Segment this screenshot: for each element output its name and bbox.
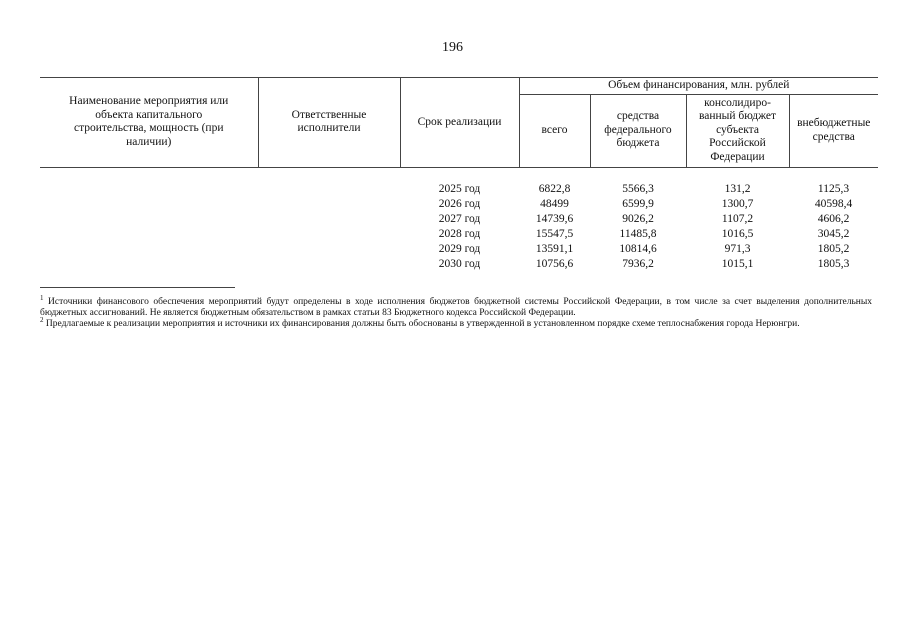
header-executors: Ответственные исполнители [258, 78, 400, 168]
footnote-mark: 1 [40, 293, 44, 302]
cell-consolidated: 1107,2 [721, 212, 754, 225]
header-consolidated: консолидиро-ванный бюджет субъекта Российской Федерации [686, 94, 789, 167]
cell-consolidated: 1300,7 [721, 197, 754, 210]
header-name: Наименование мероприятия или объекта капитального строительства, мощность (при наличии) [40, 78, 258, 168]
footnotes [40, 293, 872, 330]
cell-federal: 6599,9 [622, 197, 654, 210]
header-federal: средства федерального бюджета [590, 94, 686, 167]
cell-extrabudgetary: 4606,2 [817, 212, 850, 225]
cell-year: 2025 год [438, 182, 481, 195]
cell-federal: 5566,3 [622, 182, 654, 195]
footnote-text: Предлагаемые к реализации мероприятия и источники их финансирования должны быть обоснованы в утвержденной в установленном порядке схеме теплоснабжения города Нерюнгри. [45, 319, 800, 329]
header-funding-group: Объем финансирования, млн. рублей [519, 78, 878, 95]
cell-extrabudgetary: 1805,3 [817, 257, 850, 270]
cell-federal: 7936,2 [622, 257, 654, 270]
header-period: Срок реализации [400, 78, 519, 168]
table-row [40, 182, 878, 197]
financing-table [40, 77, 878, 272]
cell-extrabudgetary: 1125,3 [817, 182, 850, 195]
cell-extrabudgetary: 40598,4 [814, 197, 853, 210]
cell-federal: 11485,8 [619, 227, 657, 240]
cell-year: 2030 год [438, 257, 481, 270]
footnote-mark: 2 [40, 315, 44, 324]
page-number: 196 [442, 40, 463, 55]
cell-year: 2028 год [438, 227, 481, 240]
table-row [40, 242, 878, 257]
table-header [40, 78, 878, 168]
table-row [40, 212, 878, 227]
cell-consolidated: 971,3 [724, 242, 751, 255]
footnote-1 [40, 293, 872, 319]
cell-consolidated: 131,2 [724, 182, 751, 195]
table-row [40, 257, 878, 272]
header-extrabudgetary: внебюджетные средства [789, 94, 878, 167]
cell-consolidated: 1016,5 [721, 227, 754, 240]
cell-federal: 10814,6 [619, 242, 657, 255]
cell-year: 2026 год [438, 197, 481, 210]
cell-year: 2027 год [438, 212, 481, 225]
table-row [40, 227, 878, 242]
cell-total: 6822,8 [538, 182, 571, 195]
cell-total: 48499 [540, 197, 569, 210]
table-body [40, 167, 878, 272]
footnote-2 [40, 315, 872, 330]
cell-total: 10756,6 [535, 257, 574, 270]
cell-consolidated: 1015,1 [721, 257, 754, 270]
cell-total: 14739,6 [535, 212, 574, 225]
table-row [40, 197, 878, 212]
cell-total: 15547,5 [535, 227, 574, 240]
cell-year: 2029 год [438, 242, 481, 255]
footnote-text: Источники финансового обеспечения мероприятий будут определены в ходе исполнения бюджетов бюджетной системы Российской Федерации, в том числе за счет выделения дополнительных бюджетных ассигнований. Не является бюджетным обязательством в рамках статьи 83 Бюджетного кодекса Российской Федерации. [40, 297, 872, 318]
footnote-divider [40, 287, 235, 288]
header-total: всего [519, 94, 590, 167]
cell-federal: 9026,2 [622, 212, 654, 225]
cell-total: 13591,1 [535, 242, 574, 255]
cell-extrabudgetary: 3045,2 [817, 227, 850, 240]
cell-extrabudgetary: 1805,2 [817, 242, 850, 255]
